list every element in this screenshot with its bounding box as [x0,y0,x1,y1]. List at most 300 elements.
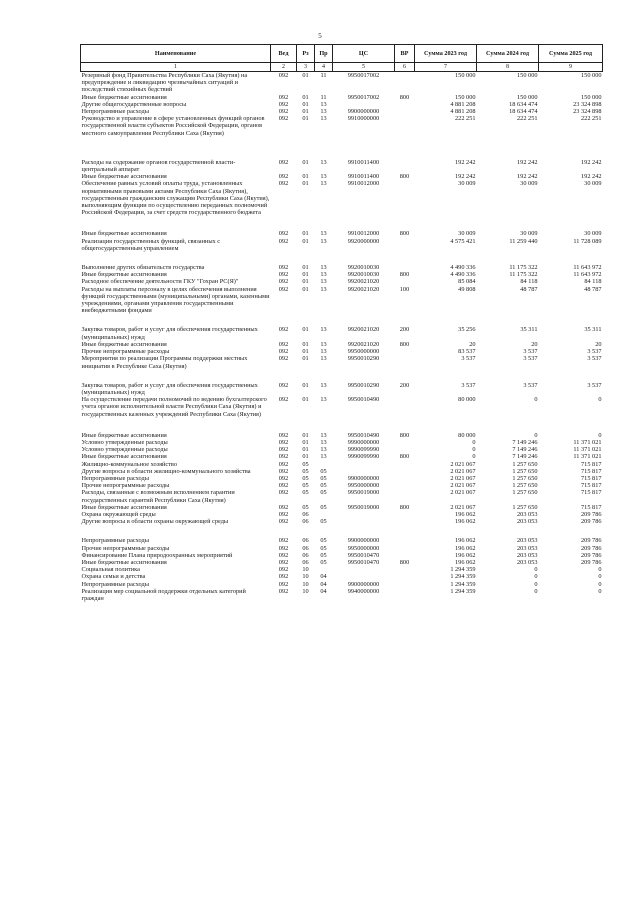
row-name: Иные бюджетные ассигнования [81,503,167,511]
table-row [81,382,603,396]
row-sum-2023: 222 251 [455,115,476,123]
row-rz: 06 [302,510,309,518]
row-name: Социальная политика [81,566,140,574]
column-number: 9 [539,63,603,72]
row-rz: 01 [302,278,309,286]
row-vr: 800 [399,453,410,461]
row-sum-2025: 150 000 [581,93,602,101]
row-sum-2024: 0 [534,431,538,439]
row-sum-2023: 192 242 [455,158,476,166]
header-ved: Вед [271,45,297,63]
row-sum-2024: 1 257 650 [512,482,538,490]
row-pr: 13 [320,453,327,461]
table-row [81,573,603,580]
table-row [81,552,603,559]
row-rz: 05 [302,503,309,511]
row-rz: 10 [302,573,309,581]
row-cs: 9920021020 [347,285,380,293]
row-cs: 9990099990 [347,453,380,461]
header-sum-2024: Сумма 2024 год [477,45,539,63]
table-row [81,482,603,489]
row-rz: 01 [302,438,309,446]
row-vr: 800 [399,431,410,439]
table-row [81,286,603,327]
row-sum-2024: 0 [534,396,538,404]
row-sum-2023: 196 062 [455,551,476,559]
row-sum-2025: 35 311 [584,326,602,334]
row-sum-2024: 48 787 [520,285,538,293]
row-pr: 13 [320,340,327,348]
row-name: Расходы на содержание органов государственной власти- центральный аппарат [81,158,236,174]
row-pr: 13 [320,180,327,188]
row-rz: 10 [302,566,309,574]
row-ved: 092 [278,355,289,363]
row-sum-2024: 35 311 [520,326,538,334]
row-sum-2024: 1 257 650 [512,467,538,475]
row-cs: 9950010490 [347,431,380,439]
row-rz: 01 [302,446,309,454]
row-sum-2024: 203 053 [517,510,538,518]
row-pr: 13 [320,100,327,108]
table-row [81,348,603,355]
row-vr [395,159,415,173]
row-sum-2025: 192 242 [581,158,602,166]
table-row [81,446,603,453]
row-sum-2023: 30 009 [458,230,476,238]
header-pr: Пр [315,45,333,63]
row-cs: 9920021020 [347,340,380,348]
row-cs: 9950000000 [347,544,380,552]
row-cs: 9900000000 [347,474,380,482]
row-sum-2023: 2 021 067 [450,474,476,482]
row-pr: 13 [320,285,327,293]
row-cs: 9950010470 [347,551,380,559]
row-name: Мероприятия по реализации Программы поддержки местных инициатив в Республике Саха (Якутия) [81,355,248,370]
row-ved: 092 [278,453,289,461]
header-cs: ЦС [333,45,395,63]
row-cs [333,573,395,580]
row-vr: 800 [399,503,410,511]
row-vr [395,468,415,475]
row-cs: 9950017002 [347,72,380,79]
row-vr: 800 [399,93,410,101]
row-rz: 01 [302,115,309,123]
row-name: Прочие непрограммные расходы [81,544,170,552]
row-name: Выполнение других обязательств государства [81,264,205,272]
row-ved: 092 [278,326,289,334]
row-name: Руководство и управление в сфере установленных функций органов государственной власти субъектов Российской Федерации, органов местного самоуправления Республики Саха (Якутия) [81,115,265,137]
row-vr [395,552,415,559]
row-name: Расходы, связанные с возможным исполнением гарантии государственных гарантий Республики Саха (Якутия) [81,489,235,504]
row-rz: 10 [302,587,309,595]
row-sum-2023: 4 881 208 [450,108,476,116]
column-number: 7 [415,63,477,72]
header-name: Наименование [81,45,271,63]
row-ved: 092 [278,180,289,188]
table-row [81,518,603,537]
row-name: Расходы на выплаты персоналу в целях обеспечения выполнения функций государственными (муниципальными) органами, казенными учреждениями, органами управления государственными внебюджетными фондами [81,285,270,315]
row-sum-2025: 715 817 [581,482,602,490]
table-row [81,432,603,439]
page-number: 5 [318,32,322,40]
row-rz: 01 [302,158,309,166]
row-sum-2023: 0 [472,446,476,454]
row-sum-2024: 7 149 246 [512,446,538,454]
row-rz: 06 [302,544,309,552]
column-number: 1 [81,63,271,72]
row-sum-2023: 1 294 359 [450,587,476,595]
row-name: Иные бюджетные ассигнования [81,340,167,348]
row-cs: 9990099990 [347,446,380,454]
row-rz: 01 [302,108,309,116]
row-sum-2025: 11 728 089 [573,237,602,245]
row-ved: 092 [278,271,289,279]
row-ved: 092 [278,510,289,518]
row-name: Другие вопросы в области жилищно-коммунального хозяйства [81,467,251,475]
row-ved: 092 [278,551,289,559]
table-row [81,468,603,475]
row-vr [395,482,415,489]
table-row [81,230,603,237]
row-sum-2025: 20 [595,340,602,348]
row-sum-2025: 84 118 [584,278,602,286]
row-cs: 9920021020 [347,278,380,286]
row-vr: 800 [399,271,410,279]
column-number: 3 [297,63,315,72]
row-rz: 01 [302,340,309,348]
row-sum-2025: 192 242 [581,173,602,181]
row-rz: 05 [302,460,309,468]
row-sum-2025: 715 817 [581,489,602,497]
row-pr: 04 [320,587,327,595]
row-sum-2023: 150 000 [455,72,476,79]
row-cs: 9950017002 [347,93,380,101]
row-rz: 06 [302,518,309,526]
row-ved: 092 [278,489,289,497]
row-pr: 13 [320,158,327,166]
table-row [81,173,603,180]
row-rz: 05 [302,467,309,475]
row-sum-2025: 209 786 [581,551,602,559]
row-sum-2025: 11 643 972 [573,264,602,272]
row-sum-2024: 1 257 650 [512,474,538,482]
row-rz: 05 [302,489,309,497]
row-pr: 13 [320,396,327,404]
row-rz: 06 [302,537,309,545]
table-body [81,72,603,603]
table-row [81,94,603,101]
table-row [81,115,603,159]
row-sum-2025: 222 251 [581,115,602,123]
row-name: Иные бюджетные ассигнования [81,271,167,279]
row-vr: 200 [399,381,410,389]
row-sum-2023: 85 084 [458,278,476,286]
row-sum-2024: 203 053 [517,551,538,559]
row-pr: 13 [320,115,327,123]
row-sum-2023: 80 000 [458,431,476,439]
row-ved: 092 [278,278,289,286]
row-sum-2023: 3 537 [461,355,476,363]
row-rz: 01 [302,396,309,404]
row-ved: 092 [278,537,289,545]
row-pr: 04 [320,580,327,588]
row-vr [395,475,415,482]
row-pr: 05 [320,467,327,475]
row-name: Прочие непрограммные расходы [81,348,170,356]
row-pr [315,566,333,573]
row-pr: 13 [320,108,327,116]
row-rz: 01 [302,431,309,439]
row-sum-2024: 1 257 650 [512,503,538,511]
row-cs: 9950010470 [347,558,380,566]
row-name: Охрана семьи и детства [81,573,146,581]
row-sum-2025: 715 817 [581,467,602,475]
row-vr [395,581,415,588]
row-name: Расходное обеспечение деятельности ГКУ "Гохран РС(Я)" [81,278,239,286]
row-sum-2025: 715 817 [581,460,602,468]
row-sum-2024: 203 053 [517,558,538,566]
row-sum-2025: 0 [598,573,602,581]
row-pr: 13 [320,237,327,245]
row-sum-2023: 2 021 067 [450,482,476,490]
row-ved: 092 [278,446,289,454]
row-vr [395,180,415,230]
row-rz: 01 [302,348,309,356]
row-rz: 01 [302,93,309,101]
row-pr: 05 [320,474,327,482]
row-cs: 9990000000 [347,438,380,446]
row-rz: 01 [302,271,309,279]
row-pr: 11 [320,72,327,79]
row-cs: 9920021020 [347,326,380,334]
row-pr: 13 [320,348,327,356]
row-sum-2023: 3 537 [461,381,476,389]
table-row [81,566,603,573]
header-vr: ВР [395,45,415,63]
row-sum-2023: 196 062 [455,510,476,518]
row-vr [395,489,415,503]
row-sum-2025: 11 371 021 [573,438,602,446]
row-sum-2024: 0 [534,566,538,574]
table-row [81,238,603,264]
row-sum-2025: 48 787 [584,285,602,293]
row-name: Жилищно-коммунальное хозяйство [81,460,178,468]
row-sum-2024: 0 [534,587,538,595]
row-cs: 9920010030 [347,264,380,272]
row-sum-2025: 209 786 [581,544,602,552]
row-sum-2025: 0 [598,580,602,588]
row-cs [333,518,395,537]
row-vr: 100 [399,285,410,293]
row-sum-2024: 192 242 [517,173,538,181]
row-sum-2025: 11 371 021 [573,453,602,461]
row-name: Иные бюджетные ассигнования [81,230,167,238]
row-rz: 06 [302,551,309,559]
row-pr: 13 [320,230,327,238]
table-row [81,108,603,115]
row-cs [333,468,395,475]
row-sum-2023: 83 537 [458,348,476,356]
row-sum-2023: 20 [469,340,476,348]
row-name: Прочие непрограммные расходы [81,482,170,490]
row-cs: 9950000000 [347,348,380,356]
table-row [81,72,603,94]
row-ved: 092 [278,431,289,439]
row-ved: 092 [278,115,289,123]
row-cs: 9940000000 [347,587,380,595]
row-sum-2023: 196 062 [455,558,476,566]
row-vr: 200 [399,326,410,334]
row-pr: 05 [320,544,327,552]
table-row [81,396,603,432]
row-sum-2024: 11 175 322 [509,271,538,279]
row-sum-2023: 2 021 067 [450,460,476,468]
row-ved: 092 [278,173,289,181]
row-pr: 04 [320,573,327,581]
table-row [81,453,603,460]
column-number: 4 [315,63,333,72]
row-cs: 9920010030 [347,271,380,279]
row-sum-2025: 0 [598,431,602,439]
row-sum-2023: 1 294 359 [450,566,476,574]
table-row [81,355,603,381]
row-vr [395,461,415,468]
row-rz: 10 [302,580,309,588]
row-sum-2023: 2 021 067 [450,503,476,511]
row-vr [395,573,415,580]
row-sum-2025: 11 643 972 [573,271,602,279]
row-sum-2025: 11 371 021 [573,446,602,454]
row-rz: 01 [302,100,309,108]
row-rz: 01 [302,453,309,461]
table-row [81,559,603,566]
table-row [81,326,603,340]
row-sum-2023: 0 [472,438,476,446]
row-vr [395,115,415,159]
row-vr [395,101,415,108]
column-number: 2 [271,63,297,72]
row-cs: 9910012000 [347,230,380,238]
row-rz: 01 [302,230,309,238]
row-sum-2023: 30 009 [458,180,476,188]
row-vr [395,588,415,602]
row-sum-2024: 11 259 440 [509,237,538,245]
row-ved: 092 [278,518,289,526]
table-row [81,278,603,285]
table-row [81,101,603,108]
row-sum-2024: 3 537 [523,381,538,389]
row-rz: 01 [302,237,309,245]
row-ved: 092 [278,573,289,581]
row-ved: 092 [278,474,289,482]
row-pr: 13 [320,446,327,454]
row-pr: 05 [320,482,327,490]
table-row [81,264,603,271]
row-pr: 13 [320,271,327,279]
row-pr: 05 [320,558,327,566]
column-number: 8 [477,63,539,72]
row-sum-2023: 49 808 [458,285,476,293]
row-sum-2024: 1 257 650 [512,460,538,468]
row-ved: 092 [278,558,289,566]
column-number-row [81,63,603,72]
row-name: Условно утвержденные расходы [81,438,168,446]
row-name: Охрана окружающей среды [81,510,156,518]
row-sum-2023: 4 881 208 [450,100,476,108]
column-number: 6 [395,63,415,72]
row-name: Условно утвержденные расходы [81,446,168,454]
row-rz: 01 [302,355,309,363]
row-ved: 092 [278,467,289,475]
row-pr: 13 [320,264,327,272]
row-sum-2024: 3 537 [523,355,538,363]
row-cs: 9920000000 [347,237,380,245]
row-ved: 092 [278,108,289,116]
row-sum-2025: 30 009 [584,230,602,238]
row-ved: 092 [278,503,289,511]
row-name: Непрограммные расходы [81,580,149,588]
row-vr [395,511,415,518]
row-name: Иные бюджетные ассигнования [81,173,167,181]
column-number: 5 [333,63,395,72]
row-vr [395,396,415,432]
row-sum-2023: 35 256 [458,326,476,334]
row-pr: 13 [320,381,327,389]
row-name: Резервный фонд Правительства Республики Саха (Якутия) на предупреждение и ликвидацию чрезвычайных ситуаций и последствий стихийных бедствий [81,72,248,94]
row-sum-2025: 3 537 [587,348,602,356]
row-sum-2023: 4 490 336 [450,264,476,272]
header-sum-2025: Сумма 2025 год [539,45,603,63]
row-name: Иные бюджетные ассигнования [81,558,167,566]
row-ved: 092 [278,460,289,468]
row-rz: 01 [302,285,309,293]
row-sum-2025: 209 786 [581,558,602,566]
row-sum-2023: 196 062 [455,518,476,526]
row-sum-2024: 20 [531,340,538,348]
row-sum-2024: 18 634 474 [509,100,538,108]
row-rz: 01 [302,173,309,181]
row-ved: 092 [278,158,289,166]
row-pr: 05 [320,551,327,559]
row-sum-2024: 0 [534,573,538,581]
row-sum-2024: 30 009 [520,230,538,238]
row-sum-2023: 196 062 [455,544,476,552]
row-sum-2024: 203 053 [517,544,538,552]
row-cs [333,566,395,573]
row-sum-2024: 222 251 [517,115,538,123]
row-sum-2023: 4 575 421 [450,237,476,245]
row-pr: 13 [320,438,327,446]
row-vr [395,518,415,537]
row-cs: 9950010290 [347,355,380,363]
row-vr [395,537,415,544]
row-name: Реализация государственных функций, связанных с общегосударственным управлением [81,237,221,252]
row-ved: 092 [278,285,289,293]
table-row [81,511,603,518]
row-pr: 13 [320,355,327,363]
row-pr: 05 [320,537,327,545]
row-ved: 092 [278,230,289,238]
row-cs: 9900000000 [347,537,380,545]
row-vr [395,545,415,552]
row-pr: 13 [320,173,327,181]
table-row [81,439,603,446]
row-cs: 9950019000 [347,489,380,497]
row-vr [395,72,415,94]
row-cs: 9910011400 [347,173,380,181]
row-sum-2023: 196 062 [455,537,476,545]
row-cs [333,101,395,108]
